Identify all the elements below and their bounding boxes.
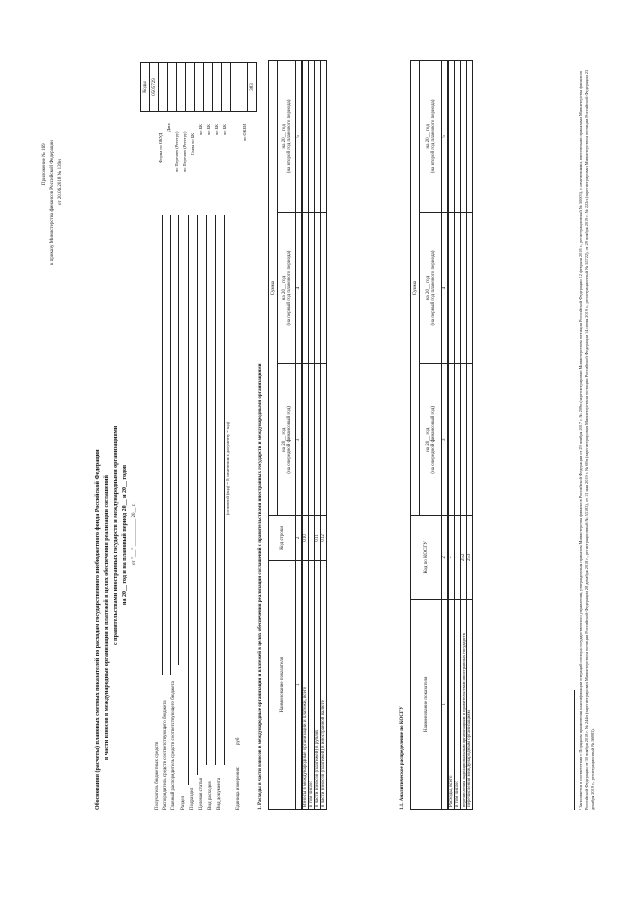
field-underline-main <box>178 215 179 665</box>
s1-row-val <box>321 61 327 213</box>
s11-row-name: перечисления международным организациям <box>467 599 473 809</box>
s1-row-name: в части взносов (платежей) в иностранной валюте <box>321 560 327 809</box>
field-underline-doc <box>224 215 225 765</box>
section1-title: 1. Расходы в части взносов в международные организации и платежей в целях обеспечения реализации соглашений с правительствами иностранных государств и международными организациями <box>258 363 263 810</box>
s11-col-code: Код по КОСГУ <box>411 516 442 599</box>
appendix-line-2: к приказу Министерства финансов Российской Федерации <box>50 140 55 265</box>
title-line-1: Обоснования (расчеты) плановых сметных показателей по расходам государственного внебюджетного фонда Российской Федерации <box>95 449 101 810</box>
code-cell-bk2 <box>195 63 204 112</box>
section11-table <box>410 60 473 810</box>
s11-row-name: в том числе: <box>455 599 461 809</box>
code-cell-bk5 <box>222 63 231 112</box>
field-unit: Единица измерения: <box>236 766 241 810</box>
code-cell-date <box>159 63 168 112</box>
s11-row-val <box>467 61 473 213</box>
field-underline-section <box>188 215 189 785</box>
s1-row-val <box>321 212 327 364</box>
code-cell-reestr2 <box>177 63 186 112</box>
s1-y1-sub: (на очередной финансовый год) <box>286 406 292 474</box>
s1-col-sum: Сумма <box>269 61 278 516</box>
s1-col-name: Наименование показателя <box>269 560 296 809</box>
doc-type-hint: (основной (вид) = 0; изменения к документу = код) <box>225 421 230 515</box>
s1-col-y1 <box>278 364 296 516</box>
s11-num-3: 3 <box>442 364 449 516</box>
s11-num-1: 1 <box>442 599 449 809</box>
s1-row-name: Взносы в международные организации и платежи, всего <box>302 560 309 809</box>
field-target-article: Целевая статья <box>199 778 204 810</box>
s11-y2-sub: (на первый год планового периода) <box>430 250 436 326</box>
s1-y1-label: на 20__ год <box>281 427 287 452</box>
field-underline-exp <box>215 215 216 765</box>
s11-row-val <box>467 364 473 516</box>
field-underline-subsection <box>197 215 198 775</box>
s11-row-name: перечисления наднациональным организациям и правительствам иностранных государств <box>461 599 467 809</box>
field-main-distributor: Главный распорядитель средств соответствующего бюджета <box>171 681 176 810</box>
s1-num-5: 5 <box>296 61 303 213</box>
s1-y3-sub: (на второй год планового периода) <box>286 99 292 174</box>
s1-row-code: 010 <box>302 516 309 560</box>
s1-y2-label: на 20__ год <box>281 275 287 301</box>
code-cell-blank <box>231 63 248 112</box>
s11-row-code: 252 <box>461 516 467 599</box>
title-line-4: на 20__ год и на плановый период 20__ и 20__ годов <box>122 464 128 605</box>
section11-title: 1.1. Аналитическое распределение по КОСГУ <box>400 706 405 810</box>
s1-col-code: Код строки <box>269 516 296 560</box>
date-label: Дата <box>166 123 171 132</box>
bk5-label: по БК <box>222 124 227 135</box>
s1-num-2: 2 <box>296 516 303 560</box>
okud-value: 0505729 <box>150 63 159 112</box>
s1-col-y3 <box>278 61 296 213</box>
s1-num-3: 3 <box>296 364 303 516</box>
s11-col-y3 <box>420 61 442 213</box>
okei-label: по ОКЕИ <box>242 123 247 141</box>
footnote-rule <box>574 690 575 810</box>
section1-table <box>268 60 327 810</box>
field-section: Раздел <box>181 795 186 810</box>
s11-col-y1 <box>420 364 442 516</box>
s11-num-4: 4 <box>442 212 449 364</box>
code-cell-reestr1 <box>168 63 177 112</box>
okei-value: 383 <box>248 63 257 112</box>
s1-num-4: 4 <box>296 212 303 364</box>
appendix-line-1: Приложение № 169 <box>42 143 47 185</box>
field-underline-recipient <box>162 215 163 675</box>
bk2-label: по БК <box>198 124 203 135</box>
s11-col-y2 <box>420 212 442 364</box>
s11-col-sum: Сумма <box>411 61 420 516</box>
s11-y3-sub: (на второй год планового периода) <box>430 99 436 174</box>
s1-y3-label: на 20__ год <box>281 124 287 149</box>
reestr2-label: по Перечню (Реестру) <box>182 131 187 172</box>
s1-col-y2 <box>278 212 296 364</box>
field-recipient: Получатель бюджетных средств <box>155 741 160 810</box>
s11-y1-label: на 20__ год <box>425 427 431 452</box>
s11-row-val <box>467 212 473 364</box>
s11-y2-label: на 20__ год <box>425 275 431 301</box>
code-cell-bk1 <box>186 63 195 112</box>
s1-y2-sub: (на первый год планового периода) <box>286 250 292 326</box>
s11-col-name: Наименование показателя <box>411 599 442 809</box>
field-underline-distributor <box>170 215 171 675</box>
field-doc-type: Вид документа <box>217 777 222 810</box>
s1-num-1: 1 <box>296 560 303 809</box>
bk1-label: Глава по БК <box>190 132 195 155</box>
codes-table <box>140 62 257 112</box>
s11-row-code: 253 <box>467 516 473 599</box>
bk3-label: по БК <box>206 124 211 135</box>
s11-row-code: - <box>448 516 455 599</box>
s1-row-val <box>321 364 327 516</box>
s1-row-code: 011 <box>315 516 321 560</box>
s11-num-5: 5 <box>442 61 449 213</box>
code-cell-bk3 <box>204 63 213 112</box>
title-date: от "___" ___________ 20__ г. <box>132 503 137 565</box>
s11-num-2: 2 <box>442 516 449 599</box>
title-line-3: с правительствами иностранных государств и международными организациями <box>113 425 119 645</box>
bk4-label: по БК <box>214 124 219 135</box>
appendix-line-3: от 20.06.2018 № 139н <box>58 159 63 205</box>
reestr1-label: по Перечню (Реестру) <box>174 131 179 172</box>
field-underline-target <box>206 215 207 765</box>
title-line-2: в части взносов в международные организации и платежей в целях обеспечения реализации соглашений <box>104 475 110 760</box>
okud-label: Форма по ОКУД <box>158 132 163 163</box>
s1-row-name: в том числе: <box>309 560 315 809</box>
footnote-text: ¹ Заполняется в соответствии с Порядком применения классификации операций сектора государственного управления, утвержденным приказом Министерства финансов Российской Федерации от 29 ноября 2017 г. № 209н (зарегистрирован Министерством юстиции Российской Федерации 12 февраля 2018 г., регистрационный № 50003), с изменениями, внесенными приказами Министерства финансов Российской Федерации от 30 ноября 2018 г. № 244н (зарегистрирован Министерством юстиции Российской Федерации 28 декабря 2018 г., регистрационный № 53183), от 13 мая 2019 г. № 69н (зарегистрирован Министерством юстиции Российской Федерации 14 июня 2019 г., регистрационный № 55722), от 29 ноября 2019 г. № 222н (зарегистрирован Министерством юстиции Российской Федерации 23 декабря 2019 г., регистрационный № 56883). <box>578 69 595 810</box>
s11-row-name: Расходы, всего <box>448 599 455 809</box>
s11-y1-sub: (на очередной финансовый год) <box>430 406 436 474</box>
field-distributor: Распорядитель средств соответствующего бюджета <box>163 700 168 810</box>
s11-y3-label: на 20__ год <box>425 124 431 149</box>
s1-row-name: в части взносов (платежей) в рублях <box>315 560 321 809</box>
codes-header: Коды <box>141 63 150 112</box>
field-expense-type: Вид расходов <box>208 781 213 810</box>
field-subsection: Подраздел <box>190 787 195 810</box>
s1-row-code: 012 <box>321 516 327 560</box>
code-cell-bk4 <box>213 63 222 112</box>
unit-value: руб <box>236 737 241 745</box>
